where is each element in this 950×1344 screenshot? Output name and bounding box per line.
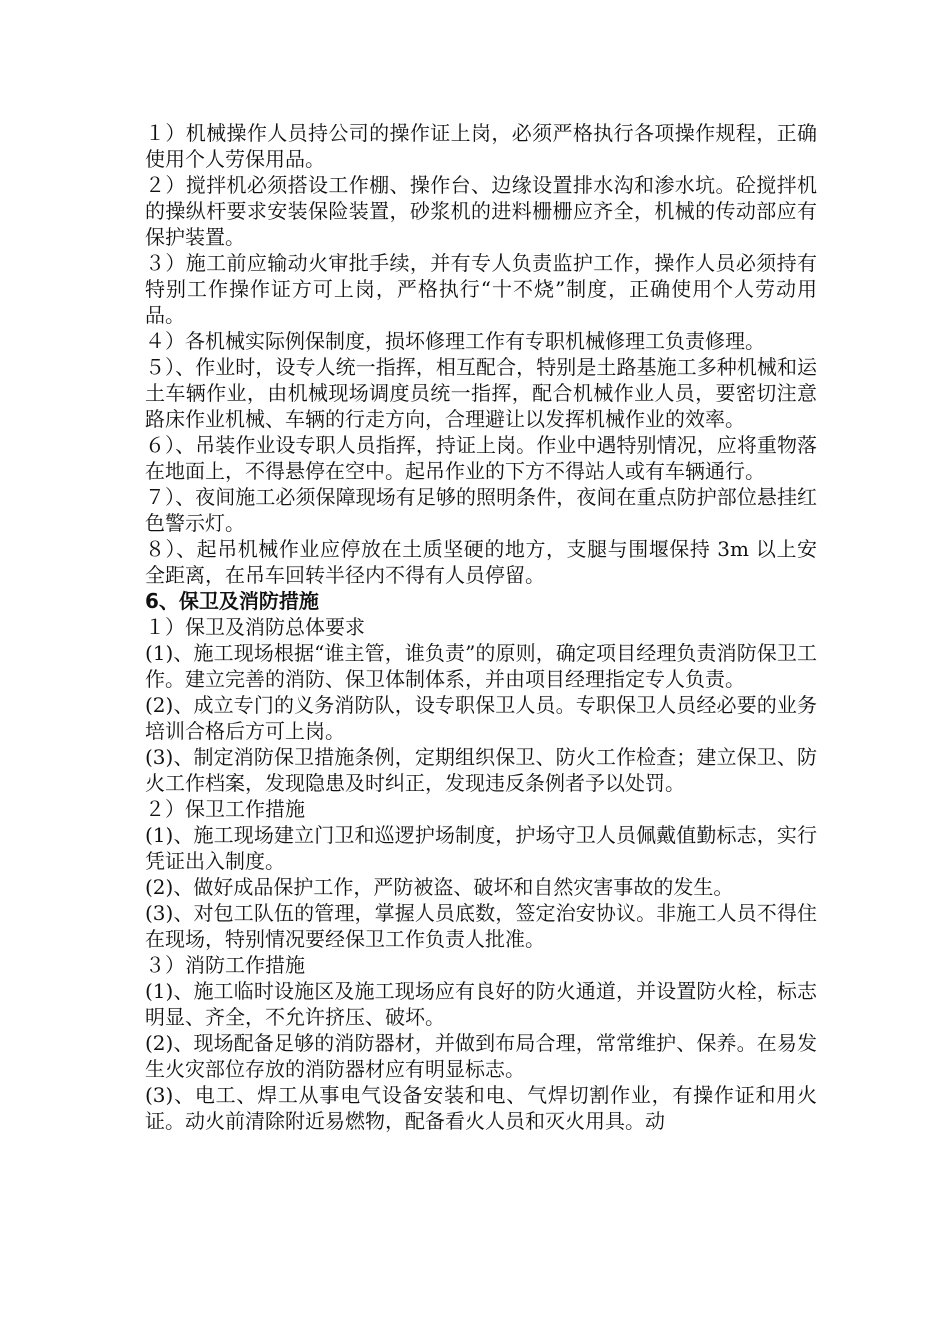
- paragraph-4: ４）各机械实际例保制度，损坏修理工作有专职机械修理工负责修理。: [145, 329, 765, 353]
- section-paragraph: (3)、制定消防保卫措施条例，定期组织保卫、防火工作检查；建立保卫、防火工作档案，发现隐患及时纠正，发现违反条例者予以处罚。: [145, 745, 817, 795]
- section-paragraph: (3)、电工、焊工从事电气设备安装和电、气焊切割作业，有操作证和用火证。动火前清除附近易燃物，配备看火人员和灭火用具。动: [145, 1083, 817, 1133]
- section-paragraph: (2)、做好成品保护工作，严防被盗、破坏和自然灾害事故的发生。: [145, 875, 734, 899]
- paragraph-6: ６）、吊装作业设专职人员指挥，持证上岗。作业中遇特别情况，应将重物落在地面上，不得悬停在空中。起吊作业的下方不得站人或有车辆通行。: [145, 433, 817, 483]
- section-subheading-security: ２）保卫工作措施: [145, 797, 305, 821]
- paragraph-2: ２）搅拌机必须搭设工作棚、操作台、边缘设置排水沟和渗水坑。砼搅拌机的操纵杆要求安装保险装置，砂浆机的进料栅栅应齐全，机械的传动部应有保护装置。: [145, 173, 817, 249]
- section-paragraph: (3)、对包工队伍的管理，掌握人员底数，签定治安协议。非施工人员不得住在现场，特别情况要经保卫工作负责人批准。: [145, 901, 817, 951]
- section-subheading-general: １）保卫及消防总体要求: [145, 615, 365, 639]
- paragraph-5: ５）、作业时，设专人统一指挥，相互配合，特别是土路基施工多种机械和运土车辆作业，由机械现场调度员统一指挥，配合机械作业人员，要密切注意路床作业机械、车辆的行走方向，合理避让以发挥机械作业的效率。: [145, 355, 817, 431]
- paragraph-7: ７）、夜间施工必须保障现场有足够的照明条件，夜间在重点防护部位悬挂红色警示灯。: [145, 485, 817, 535]
- section-subheading-fire: ３）消防工作措施: [145, 953, 305, 977]
- paragraph-1: １）机械操作人员持公司的操作证上岗，必须严格执行各项操作规程，正确使用个人劳保用品。: [145, 121, 817, 171]
- section-paragraph: (1)、施工临时设施区及施工现场应有良好的防火通道，并设置防火栓，标志明显、齐全，不允许挤压、破坏。: [145, 979, 817, 1029]
- section-paragraph: (1)、施工现场根据“谁主管，谁负责”的原则，确定项目经理负责消防保卫工作。建立完善的消防、保卫体制体系，并由项目经理指定专人负责。: [145, 641, 817, 691]
- paragraph-3: ３）施工前应输动火审批手续，并有专人负责监护工作，操作人员必须持有特别工作操作证方可上岗，严格执行“十不烧”制度，正确使用个人劳动用品。: [145, 251, 817, 327]
- document-body: [145, 120, 817, 1134]
- section-paragraph: (2)、现场配备足够的消防器材，并做到布局合理，常常维护、保养。在易发生火灾部位存放的消防器材应有明显标志。: [145, 1031, 817, 1081]
- section-paragraph: (1)、施工现场建立门卫和巡逻护场制度，护场守卫人员佩戴值勤标志，实行凭证出入制度。: [145, 823, 817, 873]
- paragraph-8: ８）、起吊机械作业应停放在土质坚硬的地方，支腿与围堰保持 3m 以上安全距离，在吊车回转半径内不得有人员停留。: [145, 537, 817, 587]
- section-heading: 6、保卫及消防措施: [145, 589, 319, 613]
- section-paragraph: (2)、成立专门的义务消防队，设专职保卫人员。专职保卫人员经必要的业务培训合格后方可上岗。: [145, 693, 817, 743]
